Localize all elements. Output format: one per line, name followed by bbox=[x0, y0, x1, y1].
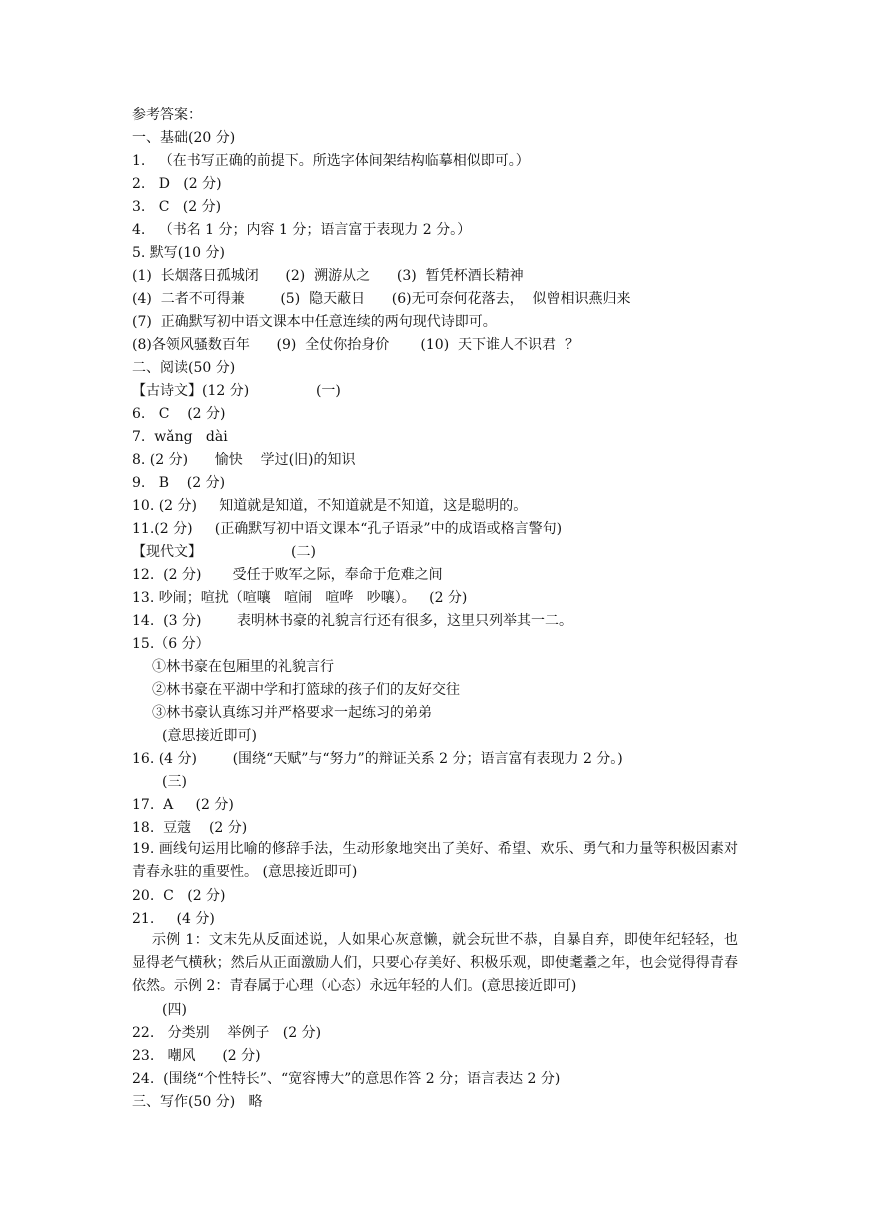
answer-6: 6. C (2 分) bbox=[132, 406, 226, 422]
section-reading-heading: 二、阅读(50 分) bbox=[132, 360, 236, 376]
answer-title: 参考答案： bbox=[132, 107, 202, 123]
answer-8: 8. (2 分) 愉快 学过(旧)的知识 bbox=[132, 452, 356, 468]
answer-15-point-3: ③林书豪认真练习并严格要求一起练习的弟弟 bbox=[152, 705, 432, 721]
answer-24: 24. (围绕“个性特长”、“宽容博大”的意思作答 2 分；语言表达 2 分) bbox=[132, 1071, 561, 1087]
answer-15-note: (意思接近即可) bbox=[162, 728, 257, 744]
answer-5-heading: 5. 默写(10 分) bbox=[132, 245, 225, 261]
answer-16: 16. (4 分) (围绕“天赋”与“努力”的辩证关系 2 分；语言富有表现力 2 分。) bbox=[132, 751, 623, 767]
group-four-heading: (四) bbox=[162, 1002, 187, 1018]
answer-15-point-1: ①林书豪在包厢里的礼貌言行 bbox=[152, 659, 334, 675]
modern-group-heading: 【现代文】 (二) bbox=[132, 544, 316, 560]
answer-17: 17. A (2 分) bbox=[132, 797, 234, 813]
answer-21-examples: 示例 1：文末先从反面述说，人如果心灰意懒，就会玩世不恭，自暴自弃，即使年纪轻轻，也显得老气横秋；然后从正面激励人们，只要心存美好、积极乐观，即使耄耋之年，也会觉得得青春依然。示例 2：青春属于心理（心态）永远年轻的人们。(意思接近即可) bbox=[132, 932, 738, 994]
answer-23: 23. 嘲风 (2 分) bbox=[132, 1048, 261, 1064]
answer-19: 19. 画线句运用比喻的修辞手法，生动形象地突出了美好、希望、欢乐、勇气和力量等积极因素对青春永驻的重要性。 (意思接近即可) bbox=[132, 841, 738, 880]
answer-10: 10. (2 分) 知道就是知道，不知道就是不知道，这是聪明的。 bbox=[132, 498, 528, 514]
answer-5-row-1: (1) 长烟落日孤城闭 (2) 溯游从之 (3) 暂凭杯酒长精神 bbox=[132, 268, 524, 284]
answer-15-heading: 15.（6 分） bbox=[132, 636, 210, 652]
answer-11: 11.(2 分) (正确默写初中语文课本“孔子语录”中的成语或格言警句) bbox=[132, 521, 563, 537]
answer-4: 4. （书名 1 分；内容 1 分；语言富于表现力 2 分。） bbox=[132, 222, 472, 238]
answer-14: 14. (3 分) 表明林书豪的礼貌言行还有很多，这里只列举其一二。 bbox=[132, 613, 574, 629]
answer-5-row-3: (7) 正确默写初中语文课本中任意连续的两句现代诗即可。 bbox=[132, 314, 497, 330]
answer-3: 3. C (2 分) bbox=[132, 199, 222, 215]
answer-20: 20. C (2 分) bbox=[132, 888, 226, 904]
answer-1: 1. （在书写正确的前提下。所选字体间架结构临摹相似即可。） bbox=[132, 153, 530, 169]
answer-5-row-2: (4) 二者不可得兼 (5) 隐天蔽日 (6)无可奈何花落去， 似曾相识燕归来 bbox=[132, 291, 631, 307]
section-basics-heading: 一、基础(20 分) bbox=[132, 130, 236, 146]
classical-group-heading: 【古诗文】(12 分) (一) bbox=[132, 383, 341, 399]
group-three-heading: (三) bbox=[162, 774, 187, 790]
answer-9: 9. B (2 分) bbox=[132, 475, 226, 491]
answer-18: 18. 豆蔻 (2 分) bbox=[132, 820, 248, 836]
section-writing-heading: 三、写作(50 分) 略 bbox=[132, 1094, 263, 1110]
answer-12: 12. (2 分) 受任于败军之际，奉命于危难之间 bbox=[132, 567, 443, 583]
answer-22: 22. 分类别 举例子 (2 分) bbox=[132, 1025, 322, 1041]
answer-2: 2. D (2 分) bbox=[132, 176, 222, 192]
answer-13: 13. 吵闹；喧扰（喧嚷 喧闹 喧哗 吵嚷）。 (2 分) bbox=[132, 590, 468, 606]
answer-7: 7. wǎng dài bbox=[132, 429, 228, 445]
answer-15-point-2: ②林书豪在平湖中学和打篮球的孩子们的友好交往 bbox=[152, 682, 460, 698]
answer-5-row-4: (8)各领风骚数百年 (9) 全仗你抬身价 (10) 天下谁人不识君 ？ bbox=[132, 337, 579, 353]
answer-21-heading: 21. (4 分) bbox=[132, 911, 215, 927]
